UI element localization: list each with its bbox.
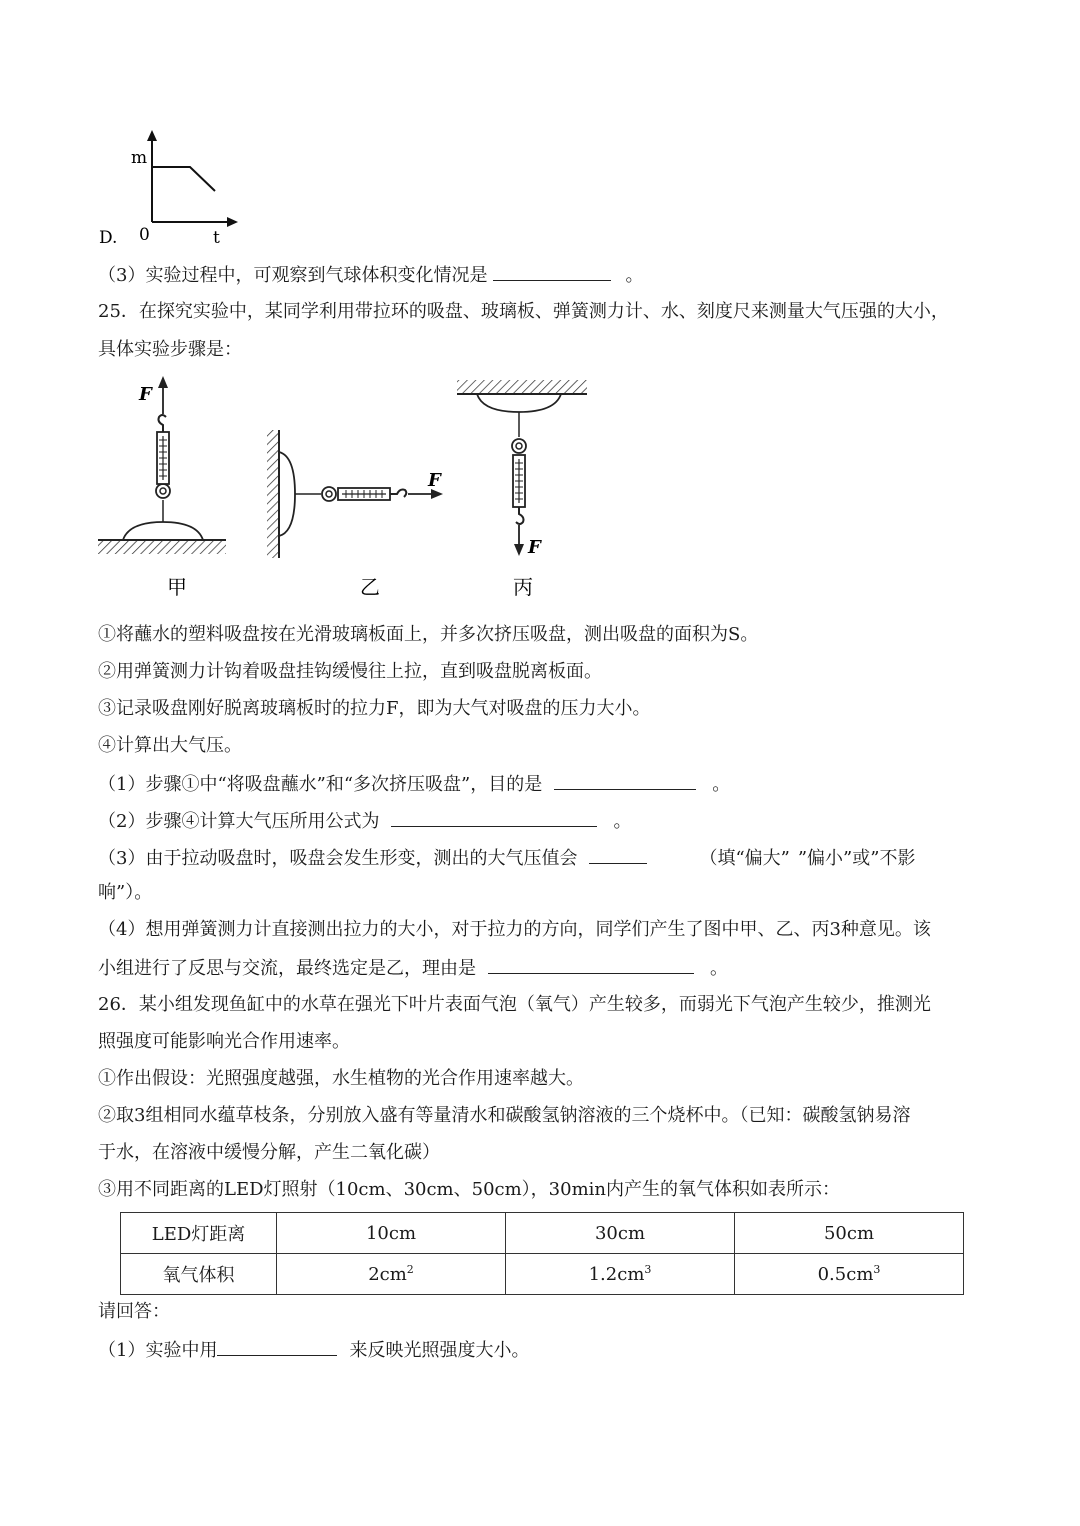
q26-step-1: ①作出假设：光照强度越强，水生植物的光合作用速率越大。 [98, 1068, 584, 1089]
force-arrow-down [514, 544, 524, 556]
hook [159, 415, 167, 432]
q25-sub2-text: （2）步骤④计算大气压所用公式为 [98, 811, 380, 832]
y-axis-arrow [147, 130, 157, 141]
axis-x-label: t [213, 228, 220, 248]
q26-sub1-end: 来反映光照强度大小。 [349, 1340, 530, 1361]
q25-sub2 [98, 808, 631, 834]
q24-sub3-text: （3）实验过程中，可观察到气球体积变化情况是 [98, 265, 488, 286]
answer-blank[interactable] [554, 771, 696, 790]
q25-step-4: ④计算出大气压。 [98, 735, 242, 756]
suction-cup [123, 522, 203, 540]
table-header-cell: LED灯距离 [121, 1213, 277, 1254]
q25-sub3-hint-1: （填“偏大” [699, 848, 790, 869]
figure-bing [457, 380, 587, 558]
table-cell: $2cm^2$ [277, 1254, 506, 1295]
mass-curve [152, 167, 215, 191]
ring [512, 439, 526, 453]
x-axis-arrow [227, 217, 238, 227]
hook [390, 490, 406, 498]
q24-sub3 [98, 262, 643, 288]
table-header-cell: 50cm [735, 1213, 964, 1254]
table-header-cell: 10cm [277, 1213, 506, 1254]
force-arrow-up [158, 376, 168, 388]
figure-jia [98, 376, 226, 554]
option-d-label: D. [99, 228, 118, 248]
table-cell: 氧气体积 [121, 1254, 277, 1295]
suction-cup [477, 394, 561, 412]
q25-sub3 [98, 845, 915, 871]
q25-step-1: ①将蘸水的塑料吸盘按在光滑玻璃板面上，并多次挤压吸盘，测出吸盘的面积为S。 [98, 624, 759, 645]
q25-sub4-b [98, 955, 728, 981]
q25-sub3-hint-2: ”偏小”或”不影 [797, 848, 916, 869]
force-label: F [428, 470, 441, 491]
q26-sub1 [98, 1337, 529, 1363]
table-cell: $1.2cm^3$ [506, 1254, 735, 1295]
q25-sub2-end: 。 [613, 811, 632, 832]
answer-blank[interactable] [589, 845, 647, 864]
label-jia: 甲 [167, 575, 187, 599]
axis-origin-label: 0 [139, 225, 150, 245]
q25-sub1 [98, 771, 730, 797]
oxygen-table [120, 1212, 964, 1295]
q26-step-3: ③用不同距离的LED灯照射（10cm、30cm、50cm），30min内产生的氧气体积如表所示： [98, 1179, 841, 1200]
q25-intro-2: 具体实验步骤是： [98, 339, 242, 360]
q25-sub3-cont: 响”）。 [98, 882, 153, 903]
q26-sub1-text: （1）实验中用 [98, 1340, 218, 1361]
ground-hatch [98, 540, 226, 554]
ring [322, 487, 336, 501]
q26-step-2b: 于水，在溶液中缓慢分解，产生二氧化碳） [98, 1142, 440, 1163]
table-cell: $0.5cm^3$ [735, 1254, 964, 1295]
q26-step-2a: ②取3组相同水蕴草枝条，分别放入盛有等量清水和碳酸氢钠溶液的三个烧杯中。（已知：碳酸氢钠易溶 [98, 1105, 911, 1126]
option-d-graph [95, 125, 255, 255]
axis-y-label: m [131, 148, 148, 168]
table-header-cell: 30cm [506, 1213, 735, 1254]
answer-blank[interactable] [217, 1337, 337, 1356]
q24-sub3-end: 。 [625, 265, 644, 286]
q25-step-2: ②用弹簧测力计钩着吸盘挂钩缓慢往上拉，直到吸盘脱离板面。 [98, 661, 602, 682]
answer-blank[interactable] [391, 808, 597, 827]
q25-sub4-end: 。 [710, 958, 728, 979]
ring [156, 484, 170, 498]
force-label: F [139, 384, 152, 405]
force-label: F [528, 537, 541, 558]
hook [516, 507, 524, 524]
label-bing: 丙 [513, 575, 533, 599]
wall-hatch [267, 430, 279, 558]
q25-sub1-end: 。 [712, 774, 731, 795]
q25-sub4-a: （4）想用弹簧测力计直接测出拉力的大小，对于拉力的方向，同学们产生了图中甲、乙、丙3种意见。该 [98, 919, 931, 940]
answer-blank[interactable] [488, 955, 694, 974]
ceiling-hatch [457, 380, 587, 394]
figure-yi [267, 430, 443, 558]
q25-figures [95, 370, 595, 605]
q25-sub4-text: 小组进行了反思与交流，最终选定是乙，理由是 [98, 958, 476, 979]
q25-sub3-text: （3）由于拉动吸盘时，吸盘会发生形变，测出的大气压值会 [98, 848, 578, 869]
table-row [121, 1254, 964, 1295]
q26-intro-2: 照强度可能影响光合作用速率。 [98, 1031, 350, 1052]
q26-intro-1: 26．某小组发现鱼缸中的水草在强光下叶片表面气泡（氧气）产生较多，而弱光下气泡产生较少，推测光 [98, 994, 931, 1015]
q25-sub1-text: （1）步骤①中“将吸盘蘸水”和“多次挤压吸盘”，目的是 [98, 774, 543, 795]
answer-blank[interactable] [493, 262, 611, 281]
suction-cup [279, 452, 295, 536]
label-yi: 乙 [360, 575, 380, 599]
table-row [121, 1213, 964, 1254]
q26-please-answer: 请回答： [98, 1301, 170, 1322]
q25-step-3: ③记录吸盘刚好脱离玻璃板时的拉力F，即为大气对吸盘的压力大小。 [98, 698, 651, 719]
q25-intro-1: 25．在探究实验中，某同学利用带拉环的吸盘、玻璃板、弹簧测力计、水、刻度尺来测量大气压强的大小， [98, 301, 949, 322]
